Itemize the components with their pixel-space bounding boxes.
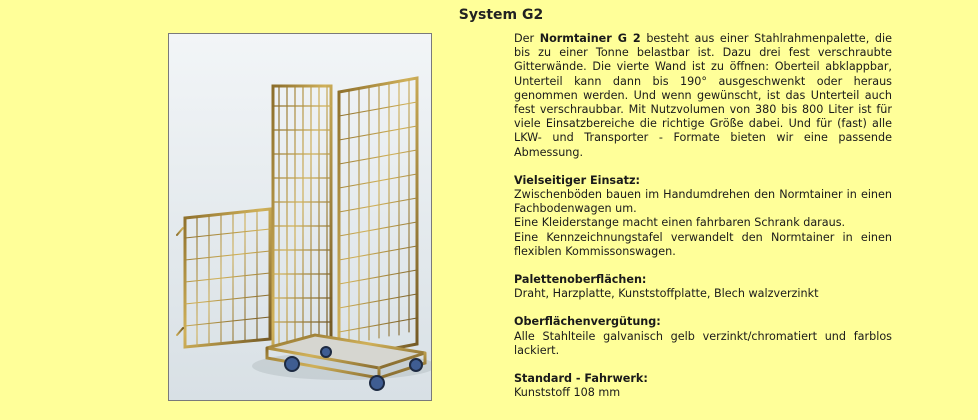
finish-line: Alle Stahlteile galvanisch gelb verzinkt/chromatiert und farblos lackiert. [514, 329, 892, 357]
intro-text: besteht aus einer Stahlrahmenpalette, die bis zu einer Tonne belastbar ist. Dazu drei fest verschraubte Gitterwände. Die vierte Wand ist zu öffnen: Oberteil abklappbar, Unterteil kann dann bis 190° ausgeschwenkt oder heraus genommen werden. Und wenn gewünscht, ist das Unterteil auch fest verschraubbar. Mit Nutzvolumen von 380 bis 800 Liter ist für viele Einsatzbereiche die richtige Größe dabei. Und für (fast) alle LKW- und Transporter - Formate bieten wir eine passende Abmessung. [514, 32, 892, 159]
surfaces-line: Draht, Harzplatte, Kunststoffplatte, Blech walzverzinkt [514, 287, 819, 301]
wheels-line: Kunststoff 108 mm [514, 386, 621, 400]
usage-line-2: Eine Kleiderstange macht einen fahrbaren Schrank daraus. [514, 216, 846, 230]
section-surfaces [514, 273, 892, 301]
product-name: Normtainer G 2 [539, 32, 641, 45]
section-title-surfaces: Palettenoberflächen: [514, 273, 647, 287]
section-title-usage: Vielseitiger Einsatz: [514, 173, 640, 187]
roll-container-illustration [169, 34, 431, 400]
intro-paragraph [514, 32, 892, 160]
section-wheels [514, 372, 892, 400]
usage-line-1: Zwischenböden bauen im Handumdrehen den Normtainer in einen Fachbodenwagen um. [514, 188, 892, 216]
usage-line-3: Eine Kennzeichnungstafel verwandelt den Normtainer in einen flexiblen Kommissonswagen. [514, 230, 892, 258]
product-description [514, 32, 892, 400]
intro-prefix: Der [514, 32, 540, 45]
section-title-wheels: Standard - Fahrwerk: [514, 372, 648, 386]
section-finish [514, 315, 892, 358]
section-usage [514, 174, 892, 259]
product-image [168, 33, 432, 401]
page-title: System G2 [458, 7, 544, 23]
section-title-finish: Oberflächenvergütung: [514, 315, 661, 329]
